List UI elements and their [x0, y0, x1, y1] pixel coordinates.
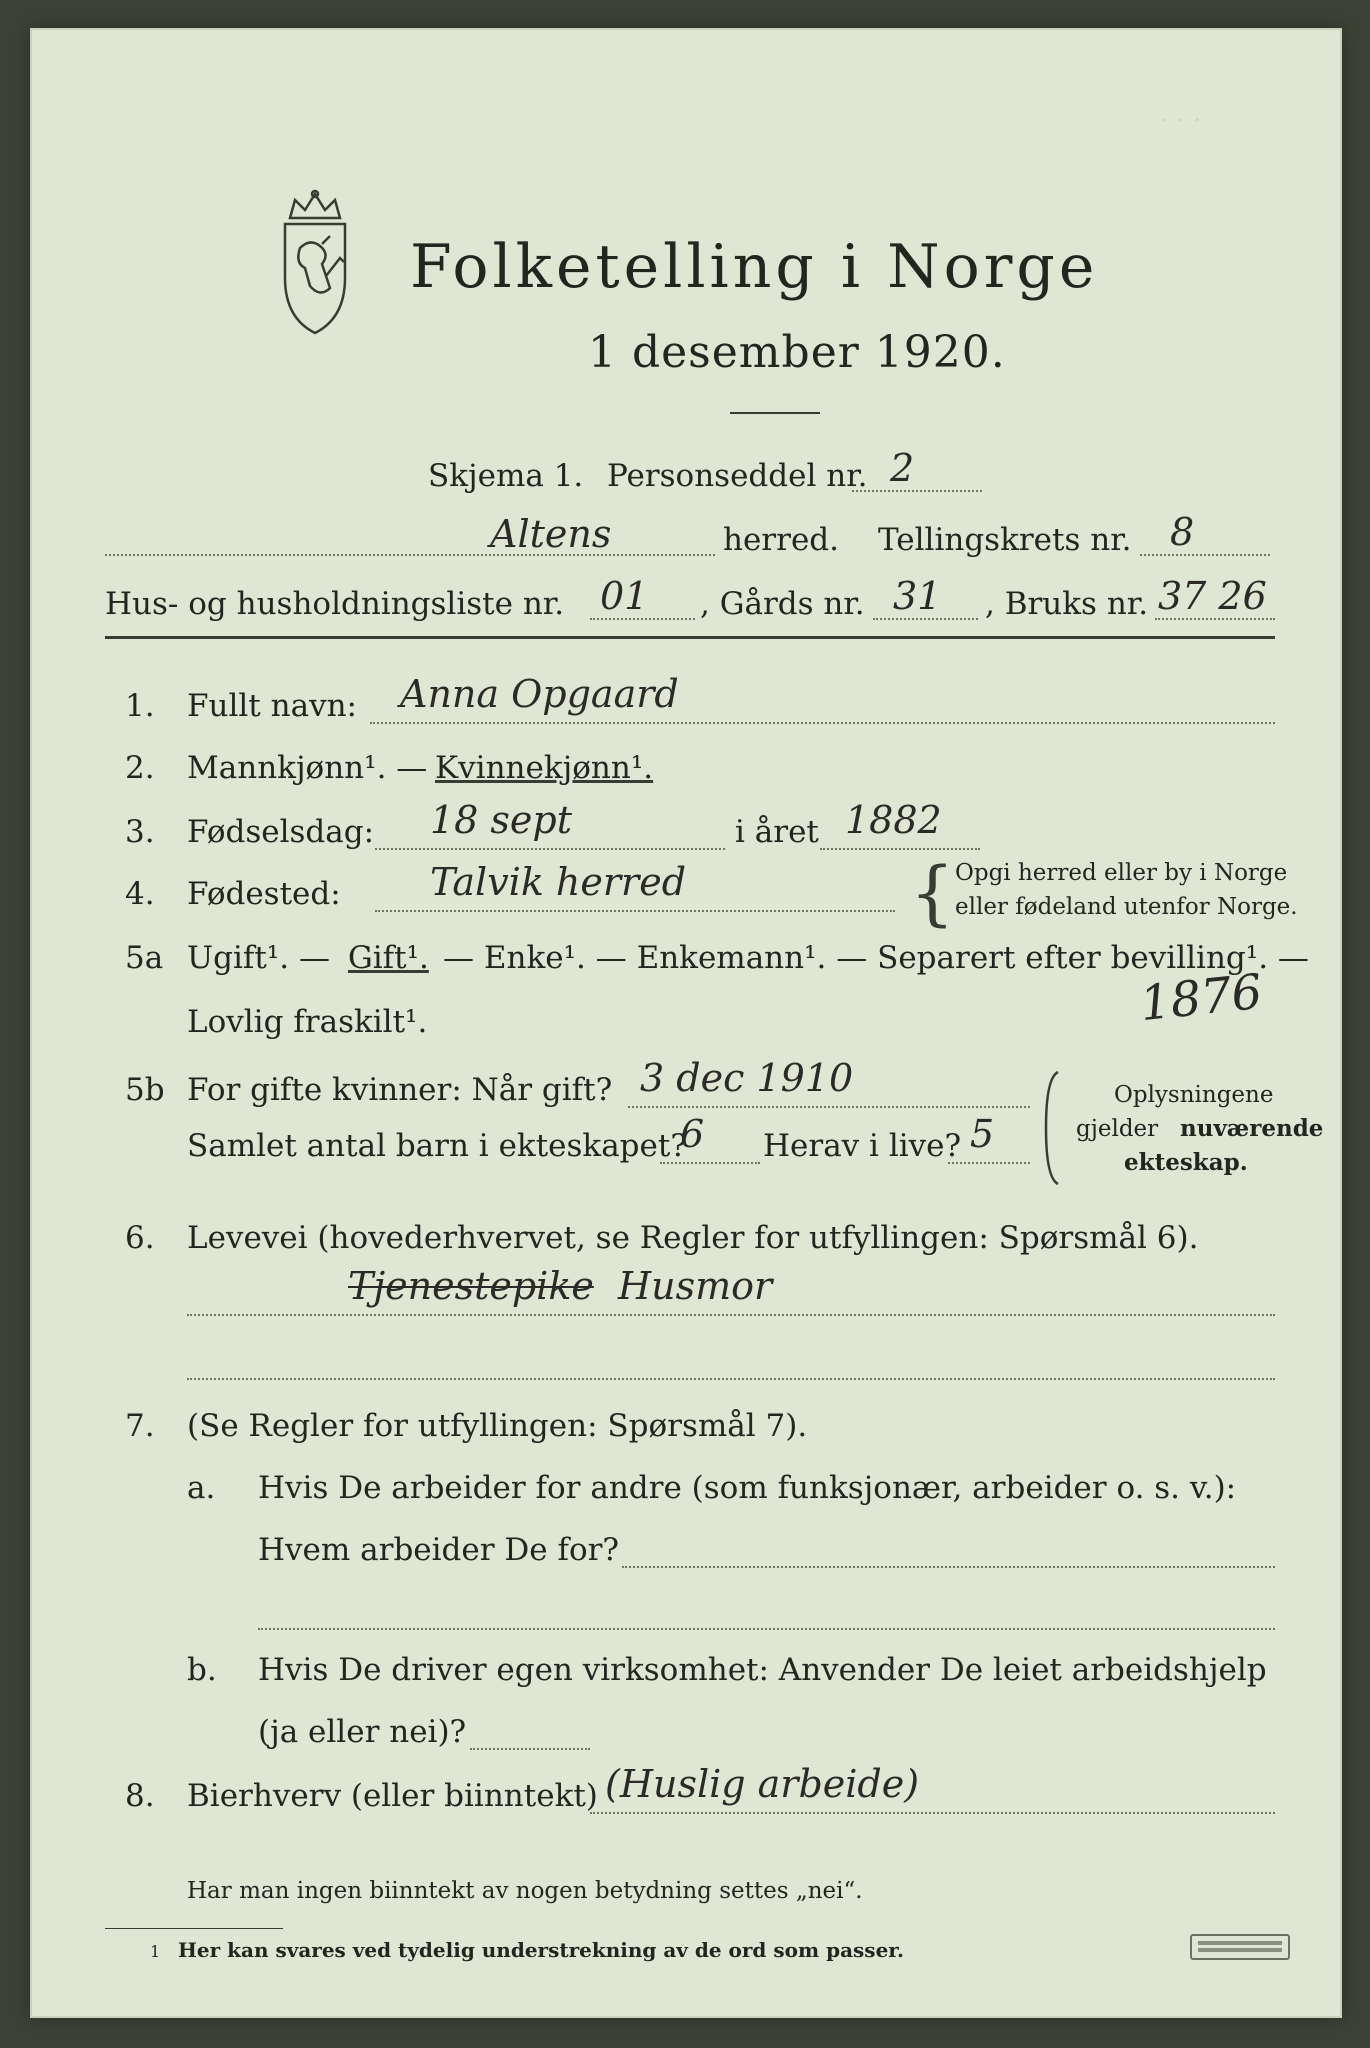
q7a-line-2 [258, 1628, 1275, 1630]
q6-label: Levevei (hovederhvervet, se Regler for utfyllingen: Spørsmål 6). [187, 1220, 1199, 1256]
form-title: Folketelling i Norge [410, 232, 1099, 302]
q5b-value: 3 dec 1910 [640, 1056, 854, 1100]
header-separator [105, 636, 1275, 639]
q4-label: Fødested: [187, 876, 341, 912]
q5b-alive-line [948, 1162, 1030, 1164]
skjema-label: Skjema 1. [428, 458, 584, 494]
q5b-note-line-2b: nuværende [1180, 1115, 1324, 1142]
q5a-unmarried-option: Ugift¹. — [187, 940, 330, 976]
bruks-value: 37 26 [1158, 574, 1267, 618]
q6-line-2 [187, 1378, 1275, 1380]
hus-value: 01 [600, 574, 649, 618]
q1-value: Anna Opgaard [400, 672, 679, 716]
q4-number: 4. [125, 876, 155, 912]
q5a-married-option-underlined: Gift¹. [348, 940, 429, 976]
q5b-children-line [660, 1162, 760, 1164]
q2-female-option-underlined: Kvinnekjønn¹. [435, 750, 654, 786]
bruks-line [1155, 618, 1275, 620]
tellingskrets-line [1140, 554, 1270, 556]
q6-line-1 [187, 1314, 1275, 1316]
q3-year-value: 1882 [845, 798, 942, 842]
footer-note: Har man ingen biinntekt av nogen betydning settes „nei“. [187, 1878, 863, 1904]
q2-male-option: Mannkjønn¹. — [187, 750, 428, 786]
census-date: 1 desember 1920. [588, 327, 1006, 378]
q6-struck-value: Tjenestepike [348, 1264, 594, 1308]
census-form-sheet [30, 28, 1342, 2018]
q7-label: (Se Regler for utfyllingen: Spørsmål 7). [187, 1408, 808, 1444]
q2-number: 2. [125, 750, 155, 786]
q3-value: 18 sept [430, 798, 573, 842]
q7a-question: Hvem arbeider De for? [258, 1532, 620, 1568]
q8-number: 8. [125, 1778, 155, 1814]
q1-number: 1. [125, 688, 155, 724]
footnote-rule [105, 1928, 283, 1929]
gards-line [873, 618, 978, 620]
tellingskrets-value: 8 [1170, 510, 1195, 554]
q3-line [375, 848, 725, 850]
q5a-divorced-option: Lovlig fraskilt¹. [187, 1004, 428, 1040]
q5b-bracket [1040, 1068, 1064, 1188]
q7-number: 7. [125, 1408, 155, 1444]
q7b-label: Hvis De driver egen virksomhet: Anvender De leiet arbeidshjelp [258, 1652, 1267, 1688]
q4-line [375, 910, 895, 912]
q4-brace: { [910, 852, 955, 934]
q5b-number: 5b [125, 1072, 165, 1108]
q8-line [590, 1812, 1275, 1814]
herred-label: herred. [723, 522, 839, 558]
q6-number: 6. [125, 1220, 155, 1256]
q5b-alive-value: 5 [970, 1112, 995, 1156]
tellingskrets-label: Tellingskrets nr. [878, 522, 1132, 558]
gards-value: 31 [893, 574, 942, 618]
q5b-note-line-2a: gjelder [1076, 1116, 1159, 1142]
q6-value: Husmor [618, 1264, 773, 1308]
printer-stamp [1190, 1934, 1290, 1960]
q4-note-line-2: eller fødeland utenfor Norge. [955, 894, 1298, 920]
q8-label: Bierhverv (eller biinntekt) [187, 1778, 598, 1814]
q7a-letter: a. [187, 1470, 216, 1506]
q5a-number: 5a [125, 940, 164, 976]
title-divider [730, 412, 820, 414]
bruks-label: , Bruks nr. [985, 586, 1149, 622]
q5b-note-line-3: ekteskap. [1124, 1149, 1248, 1176]
herred-line [105, 554, 715, 556]
q3-year-label: i året [735, 814, 819, 850]
q1-label: Fullt navn: [187, 688, 357, 724]
q4-value: Talvik herred [430, 860, 687, 904]
margin-note: 1876 [1137, 963, 1265, 1033]
personseddel-label: Personseddel nr. [607, 458, 868, 494]
q3-label: Fødselsdag: [187, 814, 375, 850]
footnote-mark: 1 [150, 1942, 161, 1961]
herred-value: Altens [490, 512, 612, 556]
q7a-label: Hvis De arbeider for andre (som funksjonær, arbeider o. s. v.): [258, 1470, 1237, 1506]
q3-year-line [820, 848, 980, 850]
q5b-line [628, 1106, 1030, 1108]
personseddel-value: 2 [890, 446, 915, 490]
q7b-letter: b. [187, 1652, 217, 1688]
hus-line [590, 618, 695, 620]
q5b-label: For gifte kvinner: Når gift? [187, 1072, 613, 1108]
norwegian-coat-of-arms-icon [260, 188, 370, 338]
footnote-text: Her kan svares ved tydelig understrekning av de ord som passer. [178, 1938, 904, 1962]
q7b-question: (ja eller nei)? [258, 1714, 467, 1750]
personseddel-line [852, 490, 982, 492]
q1-line [370, 722, 1275, 724]
gards-label: , Gårds nr. [700, 586, 865, 622]
hus-label: Hus- og husholdningsliste nr. [105, 586, 565, 622]
q5b-children-value: 6 [680, 1112, 705, 1156]
q5b-children-label: Samlet antal barn i ekteskapet? [187, 1128, 687, 1164]
q5a-other-options: — Enke¹. — Enkemann¹. — Separert efter bevilling¹. — [443, 940, 1309, 976]
q5b-alive-label: Herav i live? [763, 1128, 962, 1164]
q7b-line [470, 1748, 590, 1750]
q4-note-line-1: Opgi herred eller by i Norge [955, 860, 1288, 886]
q8-value: (Huslig arbeide) [605, 1762, 920, 1806]
bleed-through-text: . . . [1160, 98, 1202, 128]
q5b-note-line-1: Oplysningene [1114, 1082, 1274, 1108]
q7a-line-1 [622, 1566, 1275, 1568]
q3-number: 3. [125, 814, 155, 850]
